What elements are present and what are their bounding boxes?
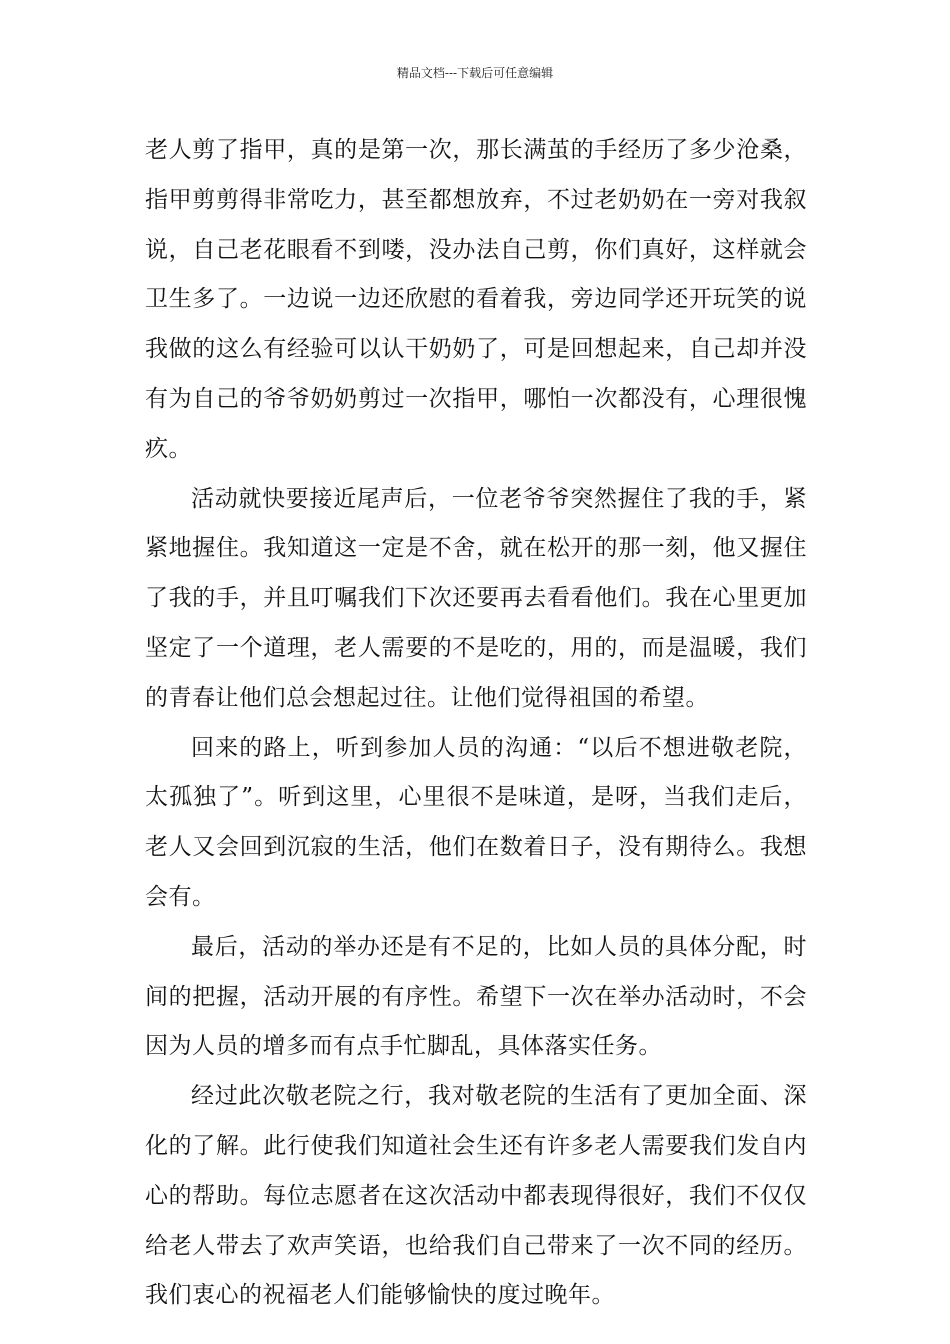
document-body xyxy=(145,126,807,1321)
paragraph: 回来的路上，听到参加人员的沟通：“以后不想进敬老院，太孤独了”。听到这里，心里很不是味道，是呀，当我们走后，老人又会回到沉寂的生活，他们在数着日子，没有期待么。我想会有。 xyxy=(145,734,807,910)
page-header: 精品文档---下载后可任意编辑 xyxy=(396,66,554,80)
paragraph: 经过此次敬老院之行，我对敬老院的生活有了更加全面、深化的了解。此行使我们知道社会生还有许多老人需要我们发自内心的帮助。每位志愿者在这次活动中都表现得很好，我们不仅仅给老人带去了欢声笑语，也给我们自己带来了一次不同的经历。我们衷心的祝福老人们能够愉快的度过晚年。 xyxy=(145,1083,807,1309)
paragraph: 最后，活动的举办还是有不足的，比如人员的具体分配，时间的把握，活动开展的有序性。希望下一次在举办活动时，不会因为人员的增多而有点手忙脚乱，具体落实任务。 xyxy=(145,933,807,1060)
paragraph-continuation: 老人剪了指甲，真的是第一次，那长满茧的手经历了多少沧桑，指甲剪剪得非常吃力，甚至都想放弃，不过老奶奶在一旁对我叙说，自己老花眼看不到喽，没办法自己剪，你们真好，这样就会卫生多了。一边说一边还欣慰的看着我，旁边同学还开玩笑的说我做的这么有经验可以认干奶奶了，可是回想起来，自己却并没有为自己的爷爷奶奶剪过一次指甲，哪怕一次都没有，心理很愧疚。 xyxy=(145,137,807,462)
paragraph: 活动就快要接近尾声后，一位老爷爷突然握住了我的手，紧紧地握住。我知道这一定是不舍，就在松开的那一刻，他又握住了我的手，并且叮嘱我们下次还要再去看看他们。我在心里更加坚定了一个道理，老人需要的不是吃的，用的，而是温暖，我们的青春让他们总会想起过往。让他们觉得祖国的希望。 xyxy=(145,485,807,711)
